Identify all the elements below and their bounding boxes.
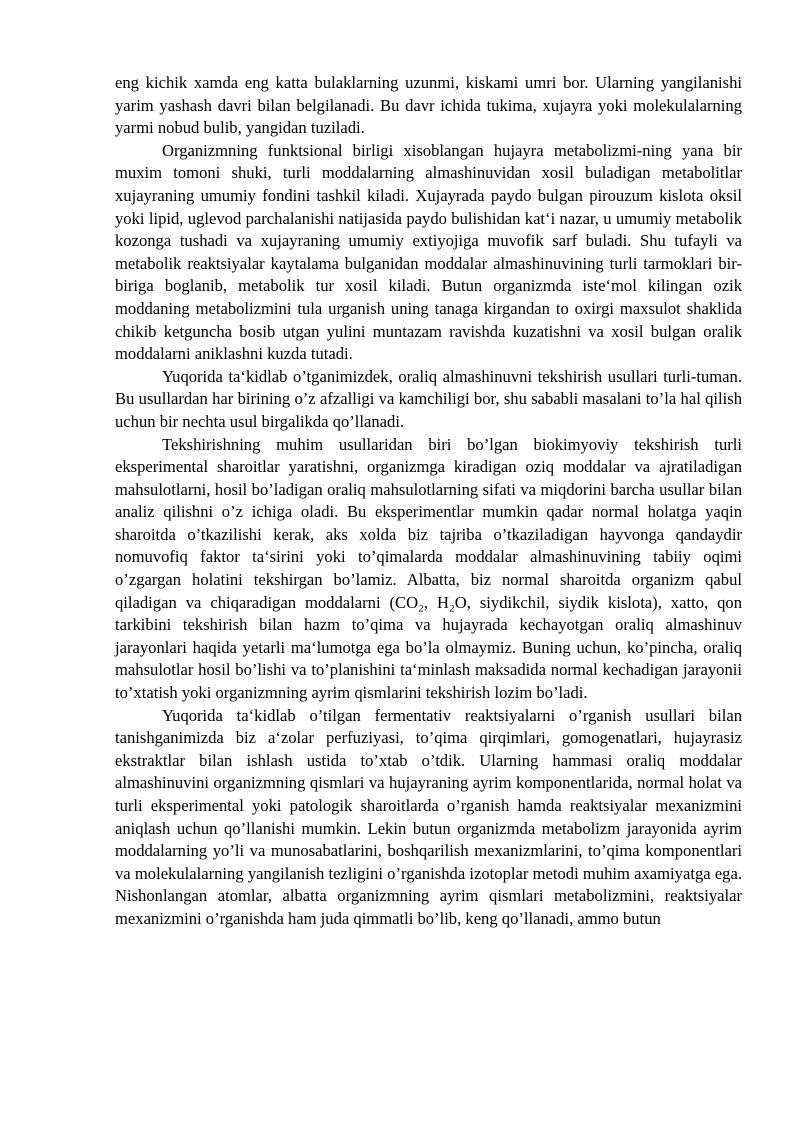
document-page [115, 72, 742, 931]
paragraph-methods: Yuqorida ta‘kidlab o’tganimizdek, oraliq almashinuvni tekshirish usullari turli-tuman. Bu usullardan har birining o’z afzalligi va kamchiligi bor, shu sababli masalani to’la hal qilish uchun bir nechta usul birgalikda qo’llanadi. [115, 366, 742, 431]
paragraph-continuation: eng kichik xamda eng katta bulaklarning uzunmi, kiskami umri bor. Ularning yangilanishi yarim yashash davri bilan belgilanadi. Bu davr ichida tukima, xujayra yoki molekulalarning yarmi nobud bulib, yangidan tuziladi. [115, 73, 742, 138]
paragraph-biochemical-study: Tekshirishning muhim usullaridan biri bo’lgan biokimyoviy tekshirish turli eksperimental sharoitlar yaratishni, organizmga kiradigan oziq moddalar va ajratiladigan mahsulotlarni, hosil bo’ladigan oraliq mahsulotlarning sifati va miqdorini barcha usullar bilan analiz qilishni o’z ichiga oladi. Bu eksperimentlar mumkin qadar normal holatga yaqin sharoitda o’tkazilishi kerak, aks xolda biz tajriba o’tkaziladigan hayvonga qandaydir nomuvofiq faktor ta‘sirini yoki to’qimalarda moddalar almashinuvining tabiiy oqimi o’zgargan holatini tekshirgan bo’lamiz. Albatta, biz normal sharoitda organizm qabul qiladigan va chiqaradigan moddalarni (CO₂, H₂O, siydikchil, siydik kislota), xatto, qon tarkibini tekshirish bilan hazm to’qima va hujayrada kechayotgan oraliq almashinuv jarayonlari haqida yetarli ma‘lumotga ega bo’la olmaymiz. Buning uchun, ko’pincha, oraliq mahsulotlar hosil bo’lishi va to’planishini ta‘minlash maksadida normal kechadigan jarayonii to’xtatish yoki organizmning ayrim qismlarini tekshirish lozim bo’ladi. [115, 434, 742, 703]
paragraph-metabolism: Organizmning funktsional birligi xisoblangan hujayra metabolizmi-ning yana bir muxim tomoni shuki, turli moddalarning almashinuvidan xosil buladigan metabolitlar xujayraning umumiy fondini tashkil kiladi. Xujayrada paydo bulgan pirouzum kislota oksil yoki lipid, uglevod parchalanishi natijasida paydo bulishidan kat‘i nazar, u umumiy metabolik kozonga tushadi va xujayraning umumiy extiyojiga muvofik sarf buladi. Shu tufayli va metabolik reaktsiyalar kaytalama bulganidan moddalar almashinuvining turli tarmoklari bir-biriga boglanib, metabolik tur xosil kiladi. Butun organizmda iste‘mol kilingan ozik moddaning metabolizmini tula urganish uning tanaga kirgandan to oxirgi maxsulot shaklida chikib ketguncha bosib utgan yulini muntazam ravishda kuzatishni va xosil bulgan oralik moddalarni aniklashni kuzda tutadi. [115, 140, 742, 364]
paragraph-isotope-method: Yuqorida ta‘kidlab o’tilgan fermentativ reaktsiyalarni o’rganish usullari bilan tanishganimizda biz a‘zolar perfuziyasi, to’qima qirqimlari, gomogenatlari, hujayrasiz ekstraktlar bilan ishlash ustida to’xtab o’tdik. Ularning hammasi oraliq moddalar almashinuvini organizmning qismlari va hujayraning ayrim komponentlarida, normal holat va turli eksperimental yoki patologik sharoitlarda o’rganish hamda reaktsiyalar mexanizmini aniqlash uchun qo’llanishi mumkin. Lekin butun organizmda metabolizm jarayonida ayrim moddalarning yo’li va munosabatlarini, boshqarilish mexanizmlarini, to’qima komponentlari va molekulalarning yangilanish tezligini o’rganishda izotoplar metodi muhim axamiyatga ega. Nishonlangan atomlar, albatta organizmning ayrim qismlari metabolizmini, reaktsiyalar mexanizmini o’rganishda ham juda qimmatli bo’lib, keng qo’llanadi, ammo butun [115, 705, 742, 928]
